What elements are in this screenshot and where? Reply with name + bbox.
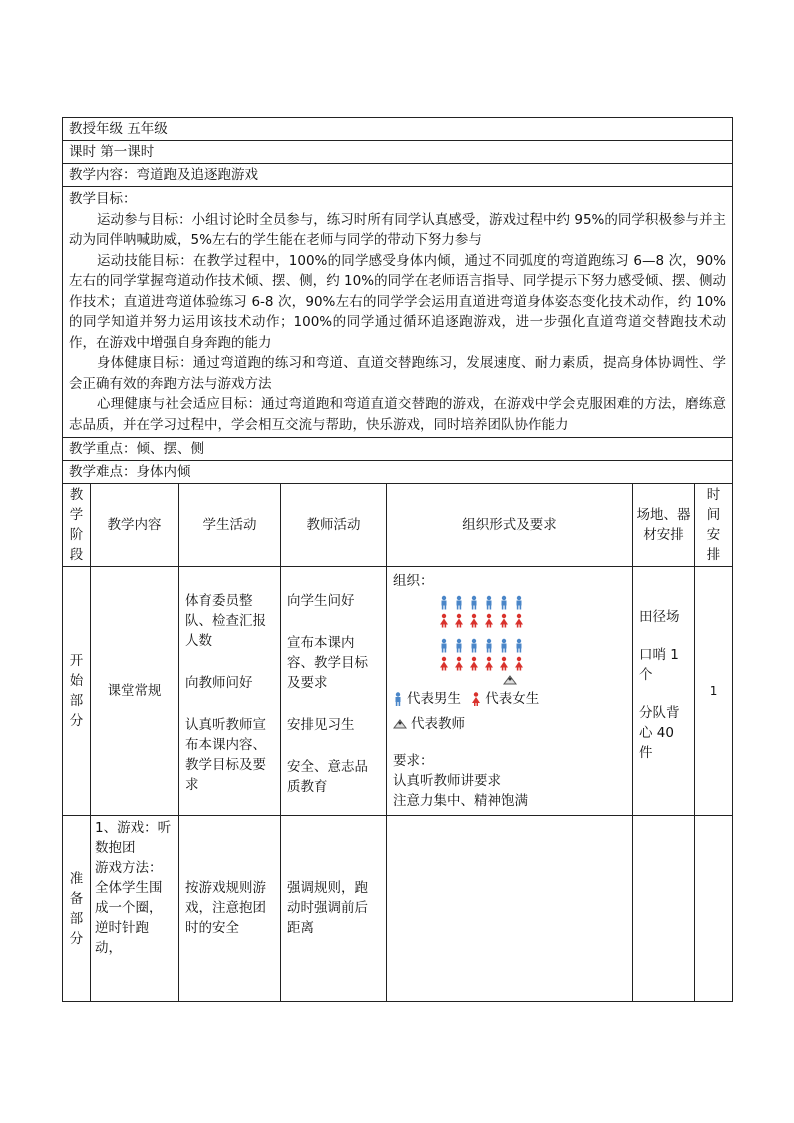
objective-mental: 心理健康与社会适应目标：通过弯道跑和弯道直道交替跑的游戏，在游戏中学会克服困难的方法，磨练意志品质，并在学习过程中，学会相互交流与帮助，快乐游戏，同时培养团队协作能力 [69, 396, 727, 433]
boy-figure-icon [439, 595, 449, 610]
formation-diagram [393, 595, 626, 671]
header-content: 教学内容 [91, 484, 179, 567]
girl-figure-icon [469, 613, 479, 628]
header-venue: 场地、器材安排 [633, 484, 695, 567]
prep-content: 1、游戏：听数抱团 游戏方法：全体学生围成一个圈，逆时针跑动， [91, 816, 179, 1002]
lesson-plan-document [62, 117, 732, 1002]
grade-row: 教授年级 五年级 [63, 118, 733, 141]
prep-teacher-activities: 强调规则，跑动时强调前后距离 [281, 816, 387, 1002]
objective-skill: 运动技能目标：在教学过程中，100%的同学感受身体内倾，通过不同弧度的弯道跑练习 6—8 次，90%左右的同学掌握弯道动作技术倾、摆、侧，约 10%的同学在老师语言指导、同学提示下努力感受倾、摆、侧动作技术；直道进弯道体验练习 6-8 次，90%左右的同学学会运用直道进弯道身体姿态变化技术动作，约 10%的同学知道并努力运用该技术动作；100%的同学通过循环追逐跑游戏，进一步强化直道弯道交替跑技术动作，在游戏中增强自身奔跑的能力 [69, 252, 727, 351]
key-point-row: 教学重点：倾、摆、侧 [63, 438, 733, 461]
boy-figure-icon [484, 595, 494, 610]
difficulty-row: 教学难点：身体内倾 [63, 461, 733, 484]
girls-row [439, 613, 626, 628]
org-requirements-label: 要求： [393, 753, 434, 769]
start-time: 1 [695, 567, 733, 816]
boy-figure-icon [469, 638, 479, 653]
prep-student-activities: 按游戏规则游戏，注意抱团时的安全 [179, 816, 281, 1002]
org-requirement: 注意力集中、精神饱满 [393, 793, 528, 809]
boy-figure-icon [499, 638, 509, 653]
girl-figure-icon [454, 613, 464, 628]
teacher-legend-icon [393, 719, 407, 729]
girl-figure-icon [514, 613, 524, 628]
start-student-activities: 体育委员整队、检查汇报人数 向教师问好 认真听教师宣布本课内容、教学目标及要求 [179, 567, 281, 816]
start-organization [387, 567, 633, 816]
objective-participation: 运动参与目标：小组讨论时全员参与，练习时所有同学认真感受，游戏过程中约 95%的同学积极参与并主动为同伴呐喊助威，5%左右的学生能在老师与同学的带动下努力参与 [69, 211, 727, 248]
boys-row [439, 638, 626, 653]
start-section-row [63, 567, 733, 816]
boy-figure-icon [484, 638, 494, 653]
boy-figure-icon [439, 638, 449, 653]
objectives-heading: 教学目标： [69, 191, 137, 207]
girl-figure-icon [484, 613, 494, 628]
teacher-icon [503, 675, 517, 685]
boys-row [439, 595, 626, 610]
teacher-legend: 代表教师 [393, 714, 626, 735]
boy-figure-icon [499, 595, 509, 610]
boy-figure-icon [469, 595, 479, 610]
girl-figure-icon [484, 656, 494, 671]
boy-icon [393, 692, 403, 706]
start-content: 课堂常规 [91, 567, 179, 816]
boy-figure-icon [514, 595, 524, 610]
prep-time [695, 816, 733, 1002]
prep-section-row [63, 816, 733, 1002]
header-org: 组织形式及要求 [387, 484, 633, 567]
header-stage: 教 学 阶 段 [63, 484, 91, 567]
org-label: 组织： [393, 573, 434, 589]
girl-figure-icon [514, 656, 524, 671]
girls-row [439, 656, 626, 671]
lesson-plan-table [62, 117, 733, 1002]
prep-stage: 准 备 部 分 [63, 816, 91, 1002]
start-stage: 开 始 部 分 [63, 567, 91, 816]
girl-figure-icon [439, 613, 449, 628]
girl-figure-icon [469, 656, 479, 671]
content-row: 教学内容：弯道跑及追逐跑游戏 [63, 164, 733, 187]
header-teacher: 教师活动 [281, 484, 387, 567]
teacher-position [393, 675, 626, 685]
lesson-row: 课时 第一课时 [63, 141, 733, 164]
boy-figure-icon [454, 638, 464, 653]
header-time: 时 间 安 排 [695, 484, 733, 567]
objectives-cell [63, 187, 733, 438]
prep-venue [633, 816, 695, 1002]
prep-organization [387, 816, 633, 1002]
girl-figure-icon [499, 613, 509, 628]
org-requirement: 认真听教师讲要求 [393, 773, 501, 789]
girl-figure-icon [499, 656, 509, 671]
start-teacher-activities: 向学生问好 宣布本课内容、教学目标及要求 安排见习生 安全、意志品质教育 [281, 567, 387, 816]
boy-figure-icon [454, 595, 464, 610]
girl-figure-icon [454, 656, 464, 671]
header-student: 学生活动 [179, 484, 281, 567]
girl-figure-icon [439, 656, 449, 671]
objective-health: 身体健康目标：通过弯道跑的练习和弯道、直道交替跑练习，发展速度、耐力素质，提高身体协调性、学会正确有效的奔跑方法与游戏方法 [69, 355, 727, 392]
girl-icon [471, 692, 481, 706]
table-header-row [63, 484, 733, 567]
org-legend: 代表男生 代表女生 [393, 689, 626, 712]
boy-figure-icon [514, 638, 524, 653]
start-venue: 田径场 口哨 1 个 分队背心 40 件 [633, 567, 695, 816]
